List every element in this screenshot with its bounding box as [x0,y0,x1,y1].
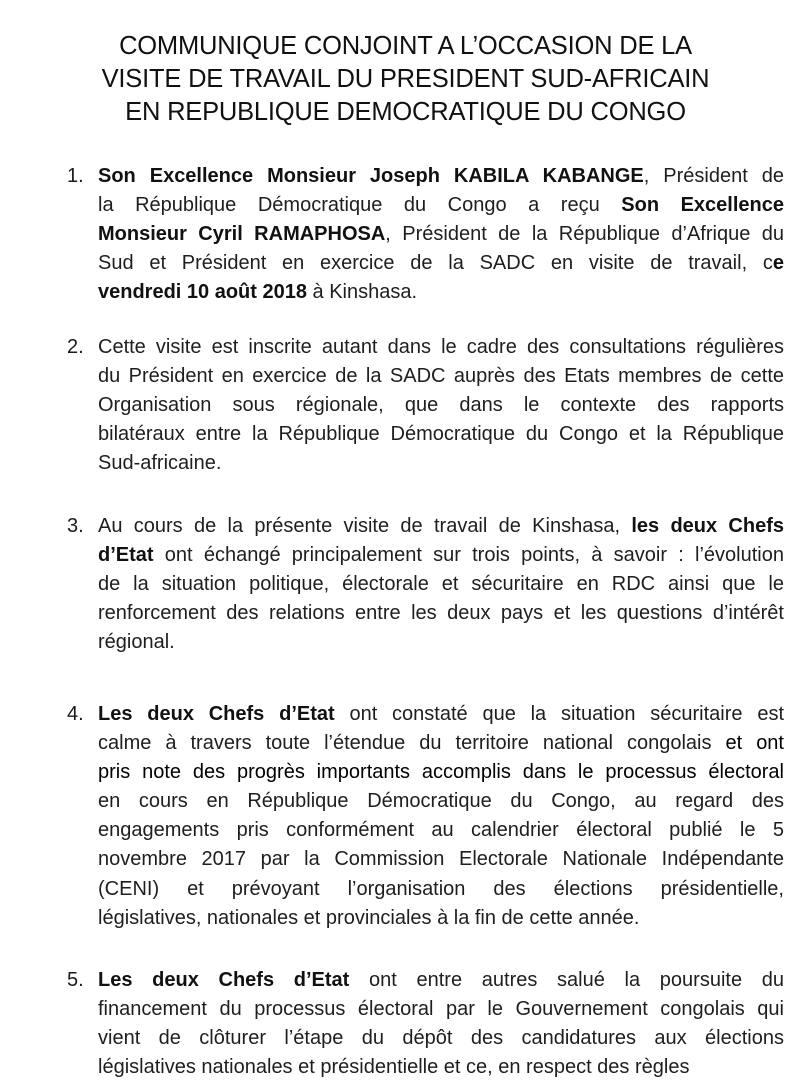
text-run: à Kinshasa. [306,281,418,304]
paragraph-line [98,570,784,599]
text-run: Sud-africaine. [98,452,222,475]
text-run: Au cours de la présente visite de travail de Kinshasa, [98,515,632,537]
text-run: ont constaté que la situation sécuritaire est [334,703,784,725]
text-run: en cours en République Démocratique du Congo, au regard des [98,790,784,813]
bold-text: Les deux Chefs d’Etat [98,969,350,991]
title-line: VISITE DE TRAVAIL DU PRESIDENT SUD-AFRICAIN [101,65,710,93]
paragraph-number: 3. [67,515,84,537]
text-run: pris note des progrès importants accomplis dans le processus électoral [98,761,784,784]
paragraph-line [98,333,784,362]
paragraph-line [98,995,784,1024]
bold-text: Son Excellence [621,194,784,217]
text-run: renforcement des relations entre les deux pays et les questions d’intérêt [98,602,784,625]
paragraph-line [98,904,784,933]
text-run: , Président de [643,165,784,187]
paragraph-line [98,966,784,995]
title-line: COMMUNIQUE CONJOINT A L’OCCASION DE LA [119,32,692,60]
text-run: Sud et Président en exercice de la SADC en visite de travail, c [98,252,773,275]
paragraph-line [98,599,784,628]
paragraph-line [98,758,784,787]
text-run: (CENI) et prévoyant l’organisation des élections présidentielle, [98,877,784,900]
paragraph-number: 5. [67,969,84,991]
bold-text: Les deux Chefs d’Etat [98,703,335,725]
title-line: EN REPUBLIQUE DEMOCRATIQUE DU CONGO [125,98,686,126]
paragraph-line [98,875,784,904]
text-run: novembre 2017 par la Commission Electorale Nationale Indépendante [98,848,784,871]
text-run: engagements pris conformément au calendrier électoral publié le 5 [98,819,784,842]
bold-text: les deux Chefs [631,515,784,537]
paragraph-line [98,1053,784,1080]
text-run: ont échangé principalement sur trois points, à savoir : l’évolution [153,544,784,567]
bold-text: Son Excellence Monsieur Joseph KABILA KABANGE [98,165,644,187]
text-run: législatives, nationales et provinciales à la fin de cette année. [98,906,640,929]
paragraph-number: 1. [67,165,84,187]
paragraph-line [98,391,784,420]
paragraph-line [98,191,784,220]
paragraph-body [98,512,784,657]
paragraph-body [98,700,784,933]
text-run: régional. [98,631,175,654]
paragraph-line [98,787,784,816]
bold-text: Monsieur Cyril RAMAPHOSA [98,223,386,246]
bold-text: vendredi 10 août 2018 [98,281,307,304]
paragraph-line [98,512,784,541]
paragraph-number: 4. [67,703,84,725]
paragraph-line [98,700,784,729]
paragraph-line [98,628,784,657]
text-run: calme à travers toute l’étendue du territoire national congolais [98,732,726,755]
paragraph-body [98,333,784,478]
text-run: bilatéraux entre la République Démocratique du Congo et la République [98,423,784,446]
paragraph-number: 2. [67,336,84,358]
paragraph-line [98,162,784,191]
text-run: Cette visite est inscrite autant dans le cadre des consultations régulières [98,336,784,358]
text-run: la République Démocratique du Congo a reçu [98,194,622,217]
paragraph-body [98,966,784,1080]
paragraph-line [98,1024,784,1053]
paragraph-line [98,845,784,874]
text-run: financement du processus électoral par le Gouvernement congolais qui [98,998,784,1021]
text-run: et ont [725,732,784,755]
page-title [40,30,771,129]
paragraph-line [98,362,784,391]
text-run: Organisation sous régionale, que dans le contexte des rapports [98,394,784,417]
paragraph-line [98,449,784,478]
text-run: du Président en exercice de la SADC auprès des Etats membres de cette [98,365,784,388]
text-run: , Président de la République d’Afrique du [385,223,784,246]
paragraph-line [98,420,784,449]
text-run: législatives nationales et présidentielle et ce, en respect des règles [98,1056,690,1079]
paragraph-line [98,278,784,307]
paragraph-line [98,541,784,570]
bold-text: e [772,252,784,275]
text-run: ont entre autres salué la poursuite du [349,969,784,991]
text-run: de la situation politique, électorale et sécuritaire en RDC ainsi que le [98,573,784,596]
text-run: vient de clôturer l’étape du dépôt des candidatures aux élections [98,1027,784,1050]
paragraph-body [98,162,784,307]
paragraph-line [98,220,784,249]
bold-text: d’Etat [98,544,154,567]
paragraph-line [98,249,784,278]
paragraph-line [98,816,784,845]
paragraph-line [98,729,784,758]
